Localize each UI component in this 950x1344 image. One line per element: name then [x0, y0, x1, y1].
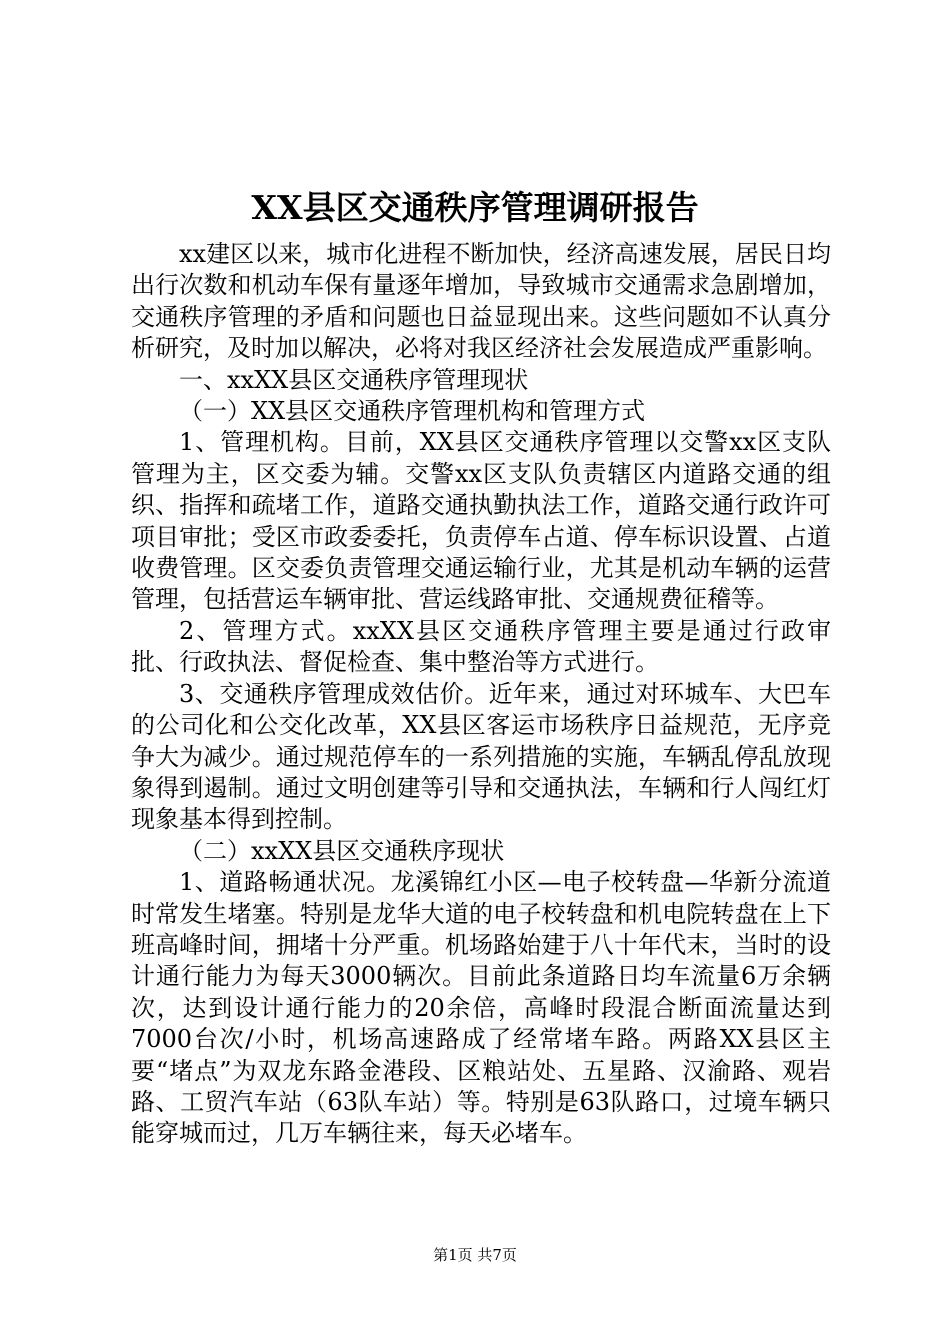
paragraph-management-method: 2、管理方式。xxXX县区交通秩序管理主要是通过行政审批、行政执法、督促检查、集中整治等方式进行。 — [131, 616, 831, 677]
paragraph-management-effect: 3、交通秩序管理成效估价。近年来，通过对环城车、大巴车的公司化和公交化改革，XX县区客运市场秩序日益规范，无序竞争大为减少。通过规范停车的一系列措施的实施，车辆乱停乱放现象得到遏制。通过文明创建等引导和交通执法，车辆和行人闯红灯现象基本得到控制。 — [131, 679, 831, 834]
heading-subsection-2: （二）xxXX县区交通秩序现状 — [179, 836, 505, 865]
heading-subsection-1: （一）XX县区交通秩序管理机构和管理方式 — [179, 397, 646, 426]
heading-section-1: 一、xxXX县区交通秩序管理现状 — [179, 365, 529, 394]
document-body — [131, 239, 831, 1150]
paragraph-management-agency: 1、管理机构。目前，XX县区交通秩序管理以交警xx区支队管理为主，区交委为辅。交警xx区支队负责辖区内道路交通的组织、指挥和疏堵工作，道路交通执勤执法工作，道路交通行政许可项目审批；受区市政委委托，负责停车占道、停车标识设置、占道收费管理。区交委负责管理交通运输行业，尤其是机动车辆的运营管理，包括营运车辆审批、营运线路审批、交通规费征稽等。 — [131, 428, 831, 614]
paragraph-road-status: 1、道路畅通状况。龙溪锦红小区—电子校转盘—华新分流道时常发生堵塞。特别是龙华大道的电子校转盘和机电院转盘在上下班高峰时间，拥堵十分严重。机场路始建于八十年代末，当时的设计通行能力为每天3000辆次。目前此条道路日均车流量6万余辆次，达到设计通行能力的20余倍，高峰时段混合断面流量达到7000台次/小时，机场高速路成了经常堵车路。两路XX县区主要“堵点”为双龙东路金港段、区粮站处、五星路、汉渝路、观岩路、工贸汽车站（63队车站）等。特别是63队路口，过境车辆只能穿城而过，几万车辆往来，每天必堵车。 — [131, 868, 831, 1148]
paragraph-intro: xx建区以来，城市化进程不断加快，经济高速发展，居民日均出行次数和机动车保有量逐年增加，导致城市交通需求急剧增加，交通秩序管理的矛盾和问题也日益显现出来。这些问题如不认真分析研究，及时加以解决，必将对我区经济社会发展造成严重影响。 — [131, 240, 831, 363]
page-footer: 第1页 共7页 — [433, 1246, 517, 1264]
document-title: XX县区交通秩序管理调研报告 — [251, 188, 699, 227]
